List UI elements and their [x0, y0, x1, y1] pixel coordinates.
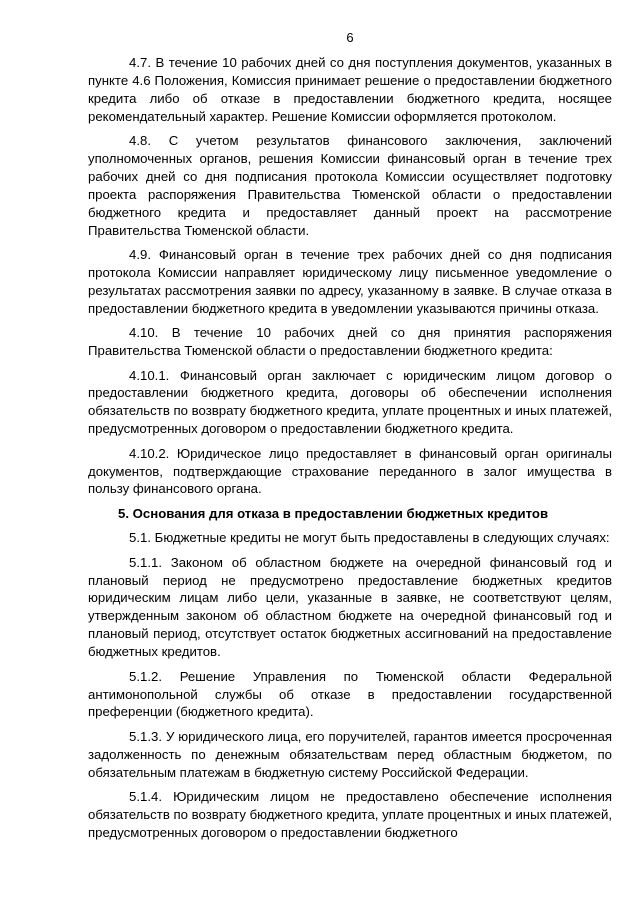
paragraph-4-10-1: 4.10.1. Финансовый орган заключает с юридическим лицом договор о предоставлении бюджетного кредита, договоры об обеспечении исполнения обязательств по возврату бюджетного кредита, уплате процентных и иных платежей, предусмотренных договором о предоставлении бюджетного кредита.	[88, 367, 612, 437]
paragraph-4-8: 4.8. С учетом результатов финансового заключения, заключений уполномоченных органов, решения Комиссии финансовый орган в течение трех рабочих дней со дня подписания протокола Комиссии осуществляет подготовку проекта распоряжения Правительства Тюменской области о предоставлении бюджетного кредита и предоставляет данный проект на рассмотрение Правительства Тюменской области.	[88, 133, 612, 238]
paragraph-4-7: 4.7. В течение 10 рабочих дней со дня поступления документов, указанных в пункте 4.6 Положения, Комиссия принимает решение о предоставлении бюджетного кредита либо об отказе в предоставлении бюджетного кредита, носящее рекомендательный характер. Решение Комиссии оформляется протоколом.	[88, 55, 612, 124]
section-heading: 5. Основания для отказа в предоставлении бюджетных кредитов	[118, 505, 549, 521]
paragraph-5-1-4: 5.1.4. Юридическим лицом не предоставлено обеспечение исполнения обязательств по возврату бюджетного кредита, уплате процентных и иных платежей, предусмотренных договором о предоставлении бюджетного	[88, 789, 612, 840]
paragraph-5-1-1: 5.1.1. Законом об областном бюджете на очередной финансовый год и плановый период не предусмотрено предоставление бюджетных кредитов юридическим лицам либо цели, указанные в заявке, не соответствуют целям, утвержденным законом об областном бюджете на очередной финансовый год и плановый период, отсутствует остаток бюджетных ассигнований на предоставление бюджетных кредитов.	[88, 554, 612, 660]
paragraph-4-10-2: 4.10.2. Юридическое лицо предоставляет в финансовый орган оригиналы документов, подтверждающие страхование переданного в залог имущества в пользу финансового органа.	[88, 445, 612, 497]
document-page	[88, 30, 612, 848]
paragraph-5-1-2: 5.1.2. Решение Управления по Тюменской области Федеральной антимонопольной службы об отказе в предоставлении государственной преференции (бюджетного кредита).	[88, 668, 612, 720]
paragraph-4-9: 4.9. Финансовый орган в течение трех рабочих дней со дня подписания протокола Комиссии направляет юридическому лицу письменное уведомление о результатах рассмотрения заявки по адресу, указанному в заявке. В случае отказа в предоставлении бюджетного кредита в уведомлении указываются причины отказа.	[88, 247, 612, 316]
paragraph-4-10: 4.10. В течение 10 рабочих дней со дня принятия распоряжения Правительства Тюменской области о предоставлении бюджетного кредита:	[88, 325, 612, 359]
paragraph-5-1-3: 5.1.3. У юридического лица, его поручителей, гарантов имеется просроченная задолженность по денежным обязательствам перед областным бюджетом, по обязательным платежам в бюджетную систему Российской Федерации.	[88, 728, 612, 780]
page-number: 6	[346, 30, 354, 45]
paragraph-5-1: 5.1. Бюджетные кредиты не могут быть предоставлены в следующих случаях:	[129, 530, 610, 546]
